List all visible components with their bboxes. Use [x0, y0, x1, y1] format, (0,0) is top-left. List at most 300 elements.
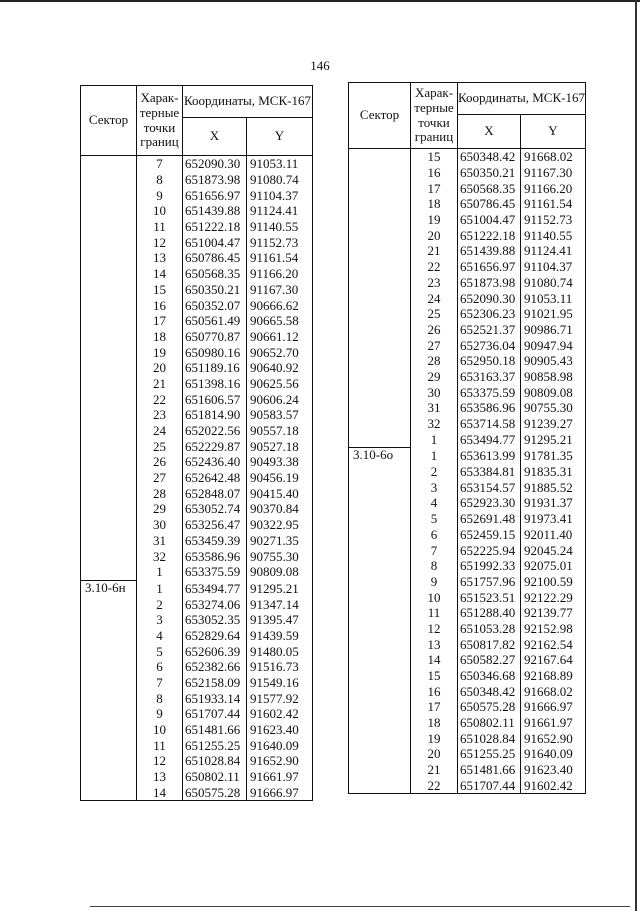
x-coordinate-cell: 652691.48: [458, 511, 521, 527]
y-coordinate-cell: 92045.24: [521, 542, 586, 558]
point-cell: 9: [411, 574, 458, 590]
y-coordinate-cell: 90456.19: [247, 470, 313, 486]
header-points: Харак-терные точки границ: [411, 83, 458, 149]
x-coordinate-cell: 651656.97: [458, 259, 521, 275]
table-row: [81, 580, 313, 596]
point-cell: 9: [137, 187, 183, 203]
table-row: [349, 322, 586, 338]
sector-cell: [81, 737, 137, 753]
x-coordinate-cell: 652306.23: [458, 306, 521, 322]
x-coordinate-cell: 653274.06: [183, 596, 247, 612]
table-row: [81, 753, 313, 769]
table-row: [81, 344, 313, 360]
y-coordinate-cell: 91931.37: [521, 495, 586, 511]
sector-cell: [349, 542, 411, 558]
sector-cell: [81, 203, 137, 219]
table-row: [81, 376, 313, 392]
y-coordinate-cell: 90858.98: [521, 369, 586, 385]
table-row: [81, 769, 313, 785]
y-coordinate-cell: 91167.30: [247, 282, 313, 298]
sector-cell: [349, 165, 411, 181]
x-coordinate-cell: 652459.15: [458, 527, 521, 543]
y-coordinate-cell: 90557.18: [247, 423, 313, 439]
sector-cell: [349, 464, 411, 480]
y-coordinate-cell: 90755.30: [521, 400, 586, 416]
point-cell: 1: [137, 564, 183, 580]
table-row: [81, 329, 313, 345]
table-row: [349, 227, 586, 243]
table-body-left: [81, 156, 313, 801]
y-coordinate-cell: 90527.18: [247, 438, 313, 454]
table-row: [349, 275, 586, 291]
table-row: [81, 564, 313, 580]
table-row: [349, 621, 586, 637]
sector-cell: [349, 180, 411, 196]
y-coordinate-cell: 90606.24: [247, 391, 313, 407]
x-coordinate-cell: 653714.58: [458, 416, 521, 432]
x-coordinate-cell: 651873.98: [458, 275, 521, 291]
sector-cell: [349, 746, 411, 762]
sector-cell: [81, 156, 137, 172]
point-cell: 1: [411, 431, 458, 447]
point-cell: 17: [137, 313, 183, 329]
sector-cell: [349, 416, 411, 432]
sector-cell: [349, 384, 411, 400]
y-coordinate-cell: 92122.29: [521, 589, 586, 605]
point-cell: 16: [137, 297, 183, 313]
table-row: [81, 485, 313, 501]
table-row: [81, 596, 313, 612]
table-row: [349, 384, 586, 400]
y-coordinate-cell: 91395.47: [247, 612, 313, 628]
x-coordinate-cell: 651707.44: [183, 706, 247, 722]
x-coordinate-cell: 650802.11: [458, 715, 521, 731]
sector-cell: [349, 589, 411, 605]
sector-cell: [81, 628, 137, 644]
table-row: [349, 149, 586, 165]
x-coordinate-cell: 653613.99: [458, 448, 521, 464]
point-cell: 25: [137, 438, 183, 454]
y-coordinate-cell: 91140.55: [521, 227, 586, 243]
sector-cell: [349, 306, 411, 322]
x-coordinate-cell: 651398.16: [183, 376, 247, 392]
x-coordinate-cell: 653052.35: [183, 612, 247, 628]
point-cell: 14: [137, 785, 183, 801]
table-row: [349, 636, 586, 652]
table-row: [81, 219, 313, 235]
x-coordinate-cell: 650352.07: [183, 297, 247, 313]
page-number: 146: [310, 58, 330, 73]
sector-cell: [81, 407, 137, 423]
y-coordinate-cell: 91152.73: [521, 212, 586, 228]
header-sector: Сектор: [81, 86, 137, 156]
table-row: [81, 203, 313, 219]
x-coordinate-cell: 650980.16: [183, 344, 247, 360]
point-cell: 22: [137, 391, 183, 407]
table-row: [349, 683, 586, 699]
y-coordinate-cell: 90652.70: [247, 344, 313, 360]
sector-cell: [81, 517, 137, 533]
point-cell: 26: [137, 454, 183, 470]
y-coordinate-cell: 90493.38: [247, 454, 313, 470]
sector-cell: [349, 227, 411, 243]
sector-cell: [349, 621, 411, 637]
y-coordinate-cell: 90809.08: [247, 564, 313, 580]
y-coordinate-cell: 91239.27: [521, 416, 586, 432]
y-coordinate-cell: 91781.35: [521, 448, 586, 464]
sector-cell: [81, 329, 137, 345]
point-cell: 14: [137, 266, 183, 282]
table-row: [349, 400, 586, 416]
table-row: [81, 722, 313, 738]
point-cell: 3: [137, 612, 183, 628]
y-coordinate-cell: 92162.54: [521, 636, 586, 652]
sector-cell: [81, 533, 137, 549]
x-coordinate-cell: 651004.47: [458, 212, 521, 228]
sector-cell: [81, 501, 137, 517]
x-coordinate-cell: 652829.64: [183, 628, 247, 644]
y-coordinate-cell: 91080.74: [521, 275, 586, 291]
y-coordinate-cell: 91661.97: [247, 769, 313, 785]
sector-cell: [81, 596, 137, 612]
table-row: [349, 574, 586, 590]
x-coordinate-cell: 653256.47: [183, 517, 247, 533]
table-row: [349, 668, 586, 684]
sector-cell: [81, 612, 137, 628]
point-cell: 12: [137, 753, 183, 769]
y-coordinate-cell: 91640.09: [521, 746, 586, 762]
table-row: [349, 730, 586, 746]
y-coordinate-cell: 92139.77: [521, 605, 586, 621]
y-coordinate-cell: 91661.97: [521, 715, 586, 731]
x-coordinate-cell: 650802.11: [183, 769, 247, 785]
point-cell: 17: [411, 699, 458, 715]
point-cell: 23: [411, 275, 458, 291]
sector-cell: [81, 391, 137, 407]
table-row: [81, 628, 313, 644]
x-coordinate-cell: 651481.66: [183, 722, 247, 738]
point-cell: 10: [411, 589, 458, 605]
sector-cell: 3.10-6о: [349, 448, 411, 464]
point-cell: 28: [411, 353, 458, 369]
point-cell: 32: [137, 548, 183, 564]
y-coordinate-cell: 92167.64: [521, 652, 586, 668]
y-coordinate-cell: 91668.02: [521, 149, 586, 165]
x-coordinate-cell: 650575.28: [458, 699, 521, 715]
table-body-right: [349, 149, 586, 794]
sector-cell: [349, 322, 411, 338]
x-coordinate-cell: 651707.44: [458, 778, 521, 794]
table-row: [81, 187, 313, 203]
x-coordinate-cell: 650348.42: [458, 149, 521, 165]
sector-cell: [81, 344, 137, 360]
table-row: [349, 527, 586, 543]
x-coordinate-cell: 653154.57: [458, 479, 521, 495]
sector-cell: [349, 574, 411, 590]
y-coordinate-cell: 90666.62: [247, 297, 313, 313]
x-coordinate-cell: 652923.30: [458, 495, 521, 511]
point-cell: 4: [137, 628, 183, 644]
table-row: [81, 407, 313, 423]
table-row: [349, 243, 586, 259]
y-coordinate-cell: 90947.94: [521, 337, 586, 353]
table-row: [349, 431, 586, 447]
point-cell: 32: [411, 416, 458, 432]
point-cell: 8: [137, 690, 183, 706]
x-coordinate-cell: 652090.30: [183, 156, 247, 172]
y-coordinate-cell: 90986.71: [521, 322, 586, 338]
y-coordinate-cell: 91161.54: [521, 196, 586, 212]
y-coordinate-cell: 90755.30: [247, 548, 313, 564]
x-coordinate-cell: 653494.77: [183, 580, 247, 596]
sector-cell: [349, 527, 411, 543]
point-cell: 18: [137, 329, 183, 345]
table-row: [349, 778, 586, 794]
point-cell: 4: [411, 495, 458, 511]
point-cell: 22: [411, 778, 458, 794]
header-coordinates: Координаты, МСК-167: [458, 83, 586, 115]
sector-cell: [349, 212, 411, 228]
table-row: [81, 156, 313, 172]
x-coordinate-cell: 650817.82: [458, 636, 521, 652]
point-cell: 31: [137, 533, 183, 549]
y-coordinate-cell: 91480.05: [247, 643, 313, 659]
y-coordinate-cell: 91124.41: [247, 203, 313, 219]
y-coordinate-cell: 91140.55: [247, 219, 313, 235]
x-coordinate-cell: 650346.68: [458, 668, 521, 684]
point-cell: 6: [137, 659, 183, 675]
table-row: [349, 165, 586, 181]
x-coordinate-cell: 653494.77: [458, 431, 521, 447]
sector-cell: [349, 683, 411, 699]
sector-cell: [81, 187, 137, 203]
point-cell: 24: [411, 290, 458, 306]
point-cell: 8: [411, 558, 458, 574]
x-coordinate-cell: 652848.07: [183, 485, 247, 501]
sector-cell: [349, 652, 411, 668]
table-row: [349, 196, 586, 212]
point-cell: 12: [411, 621, 458, 637]
table-row: [81, 282, 313, 298]
x-coordinate-cell: 650568.35: [458, 180, 521, 196]
x-coordinate-cell: 652736.04: [458, 337, 521, 353]
x-coordinate-cell: 652022.56: [183, 423, 247, 439]
x-coordinate-cell: 653586.96: [183, 548, 247, 564]
sector-cell: [349, 369, 411, 385]
x-coordinate-cell: 651222.18: [458, 227, 521, 243]
sector-cell: [349, 479, 411, 495]
y-coordinate-cell: 91652.90: [247, 753, 313, 769]
y-coordinate-cell: 90625.56: [247, 376, 313, 392]
sector-cell: [81, 643, 137, 659]
point-cell: 21: [137, 376, 183, 392]
y-coordinate-cell: 91577.92: [247, 690, 313, 706]
y-coordinate-cell: 91166.20: [521, 180, 586, 196]
point-cell: 22: [411, 259, 458, 275]
y-coordinate-cell: 92152.98: [521, 621, 586, 637]
y-coordinate-cell: 91152.73: [247, 234, 313, 250]
point-cell: 16: [411, 165, 458, 181]
y-coordinate-cell: 91295.21: [247, 580, 313, 596]
sector-cell: [81, 659, 137, 675]
sector-cell: [349, 699, 411, 715]
y-coordinate-cell: 91666.97: [247, 785, 313, 801]
sector-cell: [81, 266, 137, 282]
sector-cell: [349, 337, 411, 353]
table-row: [81, 675, 313, 691]
y-coordinate-cell: 91973.41: [521, 511, 586, 527]
sector-cell: [81, 423, 137, 439]
x-coordinate-cell: 652606.39: [183, 643, 247, 659]
x-coordinate-cell: 651053.28: [458, 621, 521, 637]
table-row: [349, 180, 586, 196]
y-coordinate-cell: 90665.58: [247, 313, 313, 329]
x-coordinate-cell: 652225.94: [458, 542, 521, 558]
table-row: [81, 250, 313, 266]
point-cell: 2: [137, 596, 183, 612]
point-cell: 13: [411, 636, 458, 652]
point-cell: 19: [411, 730, 458, 746]
table-row: [349, 762, 586, 778]
table-row: [81, 548, 313, 564]
y-coordinate-cell: 91640.09: [247, 737, 313, 753]
sector-cell: [81, 485, 137, 501]
sector-cell: [349, 275, 411, 291]
x-coordinate-cell: 650348.42: [458, 683, 521, 699]
y-coordinate-cell: 91295.21: [521, 431, 586, 447]
sector-cell: [81, 548, 137, 564]
header-y: Y: [247, 118, 313, 156]
table-row: [349, 589, 586, 605]
y-coordinate-cell: 90415.40: [247, 485, 313, 501]
table-row: [81, 234, 313, 250]
header-points: Харак-терные точки границ: [137, 86, 183, 156]
sector-cell: [81, 282, 137, 298]
sector-cell: [81, 564, 137, 580]
table-row: [349, 306, 586, 322]
point-cell: 26: [411, 322, 458, 338]
y-coordinate-cell: 92168.89: [521, 668, 586, 684]
table-row: [81, 391, 313, 407]
table-row: [81, 454, 313, 470]
table-row: [81, 533, 313, 549]
x-coordinate-cell: 652090.30: [458, 290, 521, 306]
point-cell: 28: [137, 485, 183, 501]
y-coordinate-cell: 90322.95: [247, 517, 313, 533]
y-coordinate-cell: 90271.35: [247, 533, 313, 549]
table-row: [349, 337, 586, 353]
sector-cell: [349, 400, 411, 416]
x-coordinate-cell: 653163.37: [458, 369, 521, 385]
sector-cell: [349, 636, 411, 652]
table-row: [81, 297, 313, 313]
table-row: [349, 542, 586, 558]
point-cell: 3: [411, 479, 458, 495]
table-row: [81, 360, 313, 376]
table-row: [349, 479, 586, 495]
point-cell: 1: [137, 580, 183, 596]
sector-cell: [349, 259, 411, 275]
point-cell: 15: [411, 149, 458, 165]
y-coordinate-cell: 90640.92: [247, 360, 313, 376]
header-coordinates: Координаты, МСК-167: [183, 86, 313, 118]
table-row: [349, 290, 586, 306]
sector-cell: [81, 313, 137, 329]
point-cell: 7: [411, 542, 458, 558]
table-row: [81, 438, 313, 454]
x-coordinate-cell: 651439.88: [458, 243, 521, 259]
table-row: [349, 464, 586, 480]
y-coordinate-cell: 91104.37: [521, 259, 586, 275]
x-coordinate-cell: 653375.59: [183, 564, 247, 580]
y-coordinate-cell: 91124.41: [521, 243, 586, 259]
x-coordinate-cell: 650568.35: [183, 266, 247, 282]
y-coordinate-cell: 91602.42: [247, 706, 313, 722]
sector-cell: [349, 511, 411, 527]
table-row: [349, 558, 586, 574]
point-cell: 20: [137, 360, 183, 376]
x-coordinate-cell: 651523.51: [458, 589, 521, 605]
point-cell: 21: [411, 243, 458, 259]
y-coordinate-cell: 91439.59: [247, 628, 313, 644]
x-coordinate-cell: 651439.88: [183, 203, 247, 219]
table-row: [81, 172, 313, 188]
sector-cell: [349, 558, 411, 574]
point-cell: 5: [411, 511, 458, 527]
table-row: [81, 501, 313, 517]
point-cell: 6: [411, 527, 458, 543]
point-cell: 15: [137, 282, 183, 298]
x-coordinate-cell: 651481.66: [458, 762, 521, 778]
header-y: Y: [521, 115, 586, 149]
table-row: [81, 737, 313, 753]
x-coordinate-cell: 653375.59: [458, 384, 521, 400]
point-cell: 16: [411, 683, 458, 699]
x-coordinate-cell: 650350.21: [183, 282, 247, 298]
y-coordinate-cell: 91021.95: [521, 306, 586, 322]
x-coordinate-cell: 651656.97: [183, 187, 247, 203]
y-coordinate-cell: 91080.74: [247, 172, 313, 188]
sector-cell: [349, 149, 411, 165]
sector-cell: [81, 250, 137, 266]
x-coordinate-cell: 651757.96: [458, 574, 521, 590]
sector-cell: [349, 353, 411, 369]
point-cell: 31: [411, 400, 458, 416]
table-row: [349, 495, 586, 511]
y-coordinate-cell: 91668.02: [521, 683, 586, 699]
x-coordinate-cell: 652436.40: [183, 454, 247, 470]
point-cell: 10: [137, 203, 183, 219]
x-coordinate-cell: 653459.39: [183, 533, 247, 549]
sector-cell: [81, 438, 137, 454]
y-coordinate-cell: 92100.59: [521, 574, 586, 590]
point-cell: 13: [137, 250, 183, 266]
point-cell: 23: [137, 407, 183, 423]
scan-edge-top: [0, 0, 640, 2]
x-coordinate-cell: 651028.84: [183, 753, 247, 769]
sector-cell: [349, 668, 411, 684]
sector-cell: [81, 785, 137, 801]
coordinates-table-left: [80, 85, 313, 801]
table-row: [81, 517, 313, 533]
x-coordinate-cell: 652521.37: [458, 322, 521, 338]
table-row: [349, 605, 586, 621]
x-coordinate-cell: 651189.16: [183, 360, 247, 376]
point-cell: 18: [411, 715, 458, 731]
point-cell: 30: [137, 517, 183, 533]
y-coordinate-cell: 92075.01: [521, 558, 586, 574]
x-coordinate-cell: 651873.98: [183, 172, 247, 188]
